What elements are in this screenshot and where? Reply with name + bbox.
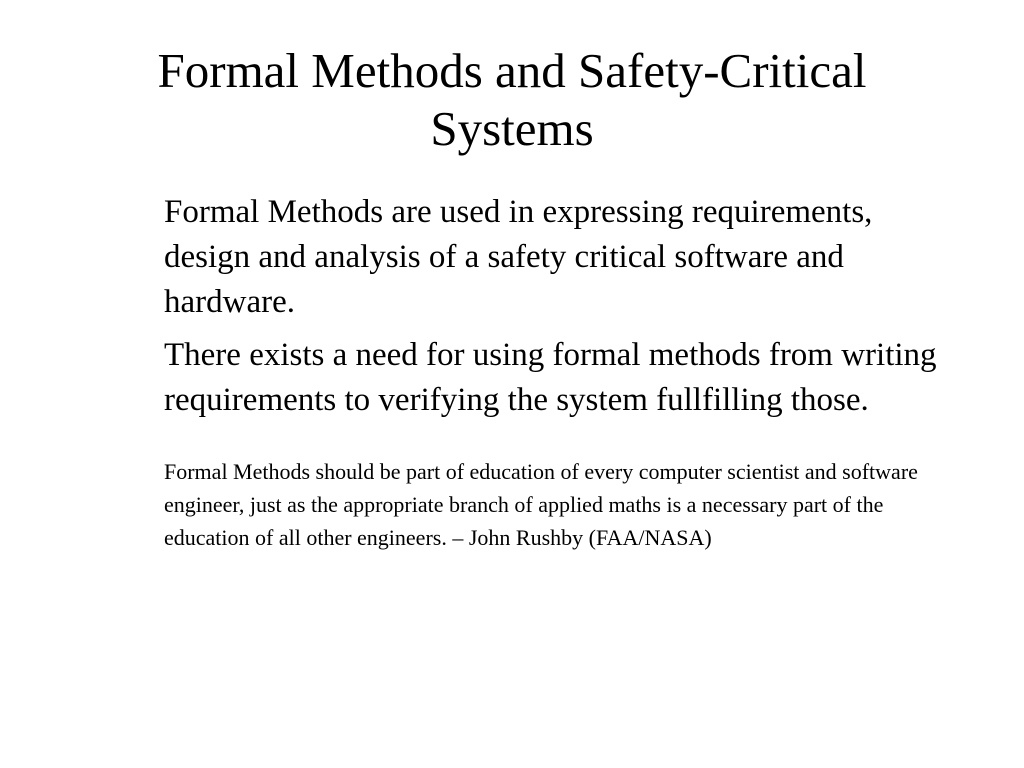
paragraph-formal-methods-usage: Formal Methods are used in expressing requirements, design and analysis of a safety critical software and hardware.	[164, 194, 873, 320]
quote-john-rushby: Formal Methods should be part of education of every computer scientist and software engineer, just as the appropriate branch of applied maths is a necessary part of the education of all other engineers. – John Rushby (FAA/NASA)	[164, 459, 918, 550]
slide-title-line-1: Formal Methods and Safety-Critical	[157, 43, 867, 98]
slide-body	[164, 190, 954, 562]
slide-title	[60, 42, 964, 158]
paragraph-need-for-formal-methods: There exists a need for using formal methods from writing requirements to verifying the system fullfilling those.	[164, 337, 937, 418]
slide-title-line-2: Systems	[430, 101, 594, 156]
